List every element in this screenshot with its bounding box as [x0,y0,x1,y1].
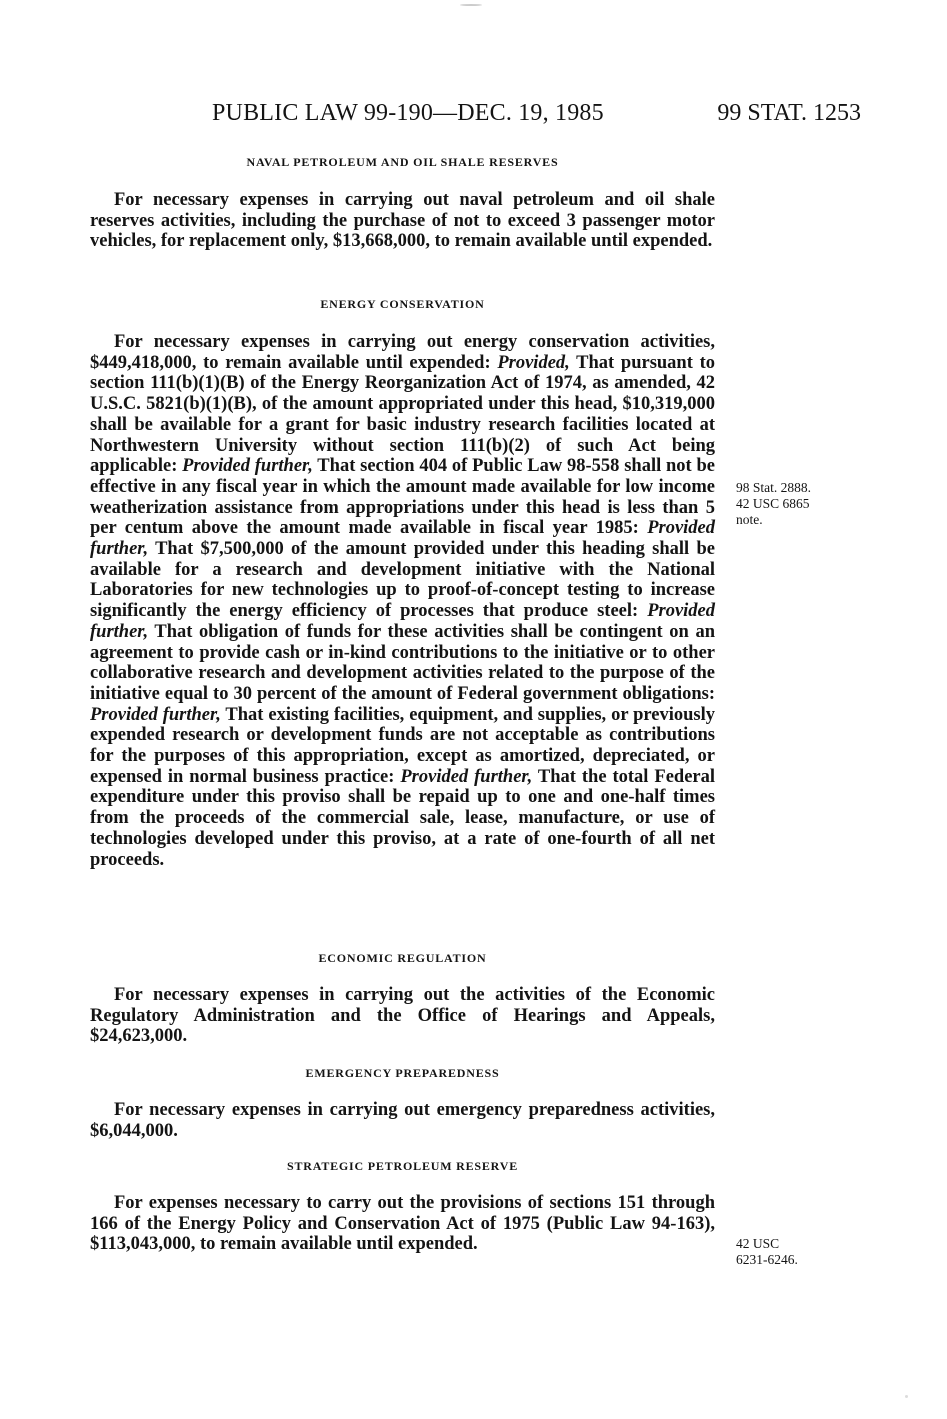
proviso-italic: Provided further, [90,601,715,642]
running-header-law: PUBLIC LAW 99-190—DEC. 19, 1985 [212,100,604,126]
section-heading-economic-regulation: ECONOMIC REGULATION [318,951,487,965]
body-text: That $7,500,000 of the amount provided under this heading shall be available for a research and development initiative with the National Laboratories for new technologies up to proof-of-concept testing to increase significantly the energy efficiency of processes that produce steel: [90,539,715,622]
section-heading-emergency-preparedness: EMERGENCY PREPAREDNESS [305,1066,500,1080]
proviso-italic: Provided further, [90,704,221,725]
section-body-strategic-petroleum-reserve: For expenses necessary to carry out the provisions of sections 151 through 166 of the Energy Policy and Conservation Act of 1975 (Public Law 94-163), $113,043,000, to remain available until expended. [90,1193,715,1255]
body-text: That obligation of funds for these activities shall be contingent on an agreement to provide cash or in-kind contributions to the initiative or to other collaborative research and development activities related to the purpose of the initiative equal to 30 percent of the amount of Federal government obligations: [90,621,715,704]
section-body-emergency-preparedness: For necessary expenses in carrying out emergency preparedness activities, $6,044,000. [90,1100,715,1141]
proviso-italic: Provided further, [90,518,715,560]
proviso-italic: Provided further, [182,456,313,477]
body-text: For necessary expenses in carrying out energy conservation activities, $449,418,000, to remain available until expended: [90,332,715,373]
scan-artifact [460,4,482,6]
margin-note-stat-citation [736,480,811,528]
section-body-economic-regulation: For necessary expenses in carrying out the activities of the Economic Regulatory Administration and the Office of Hearings and Appeals, $24,623,000. [90,985,715,1047]
proviso-italic: Provided further, [400,766,533,787]
body-text: That section 404 of Public Law 98-558 shall not be effective in any fiscal year in which the amount made available for low income weatherization assistance from appropriations under this head is less than 5 per centum above the amount made available in fiscal year 1985: [90,456,715,539]
proviso-italic: Provided, [497,352,570,373]
section-body-energy-conservation [90,332,715,870]
running-header-stat-page: 99 STAT. 1253 [717,100,861,126]
margin-note-line: note. [736,512,763,527]
margin-note-line: 6231-6246. [736,1252,798,1267]
margin-note-line: 42 USC 6865 [736,496,810,511]
margin-note-usc-citation [736,1236,798,1268]
scan-artifact [905,1395,908,1398]
margin-note-line: 42 USC [736,1236,780,1251]
body-text: That the total Federal expenditure under this proviso shall be repaid up to one and one-half times from the proceeds of the commercial sale, lease, manufacture, or use of technologies developed under this proviso, at a rate of one-fourth of all net proceeds. [90,766,716,870]
section-body-naval-petroleum: For necessary expenses in carrying out naval petroleum and oil shale reserves activities, including the purchase of not to exceed 3 passenger motor vehicles, for replacement only, $13,668,000, to remain available until expended. [90,190,715,252]
body-text: That pursuant to section 111(b)(1)(B) of the Energy Reorganization Act of 1974, as amended, 42 U.S.C. 5821(b)(1)(B), of the amount appropriated under this head, $10,319,000 shall be available for a grant for basic industry research facilities located at Northwestern University without section 111(b)(2) of such Act being applicable: [90,352,715,477]
section-heading-strategic-petroleum-reserve: STRATEGIC PETROLEUM RESERVE [287,1159,518,1173]
margin-note-line: 98 Stat. 2888. [736,480,812,495]
section-heading-naval-petroleum: NAVAL PETROLEUM AND OIL SHALE RESERVES [246,155,559,169]
section-heading-energy-conservation: ENERGY CONSERVATION [320,297,485,311]
body-text: That existing facilities, equipment, and supplies, or previously expended research or development funds are not acceptable as contributions for the purposes of this appropriation, except as amortized, depreciated, or expensed in normal business practice: [90,704,716,787]
